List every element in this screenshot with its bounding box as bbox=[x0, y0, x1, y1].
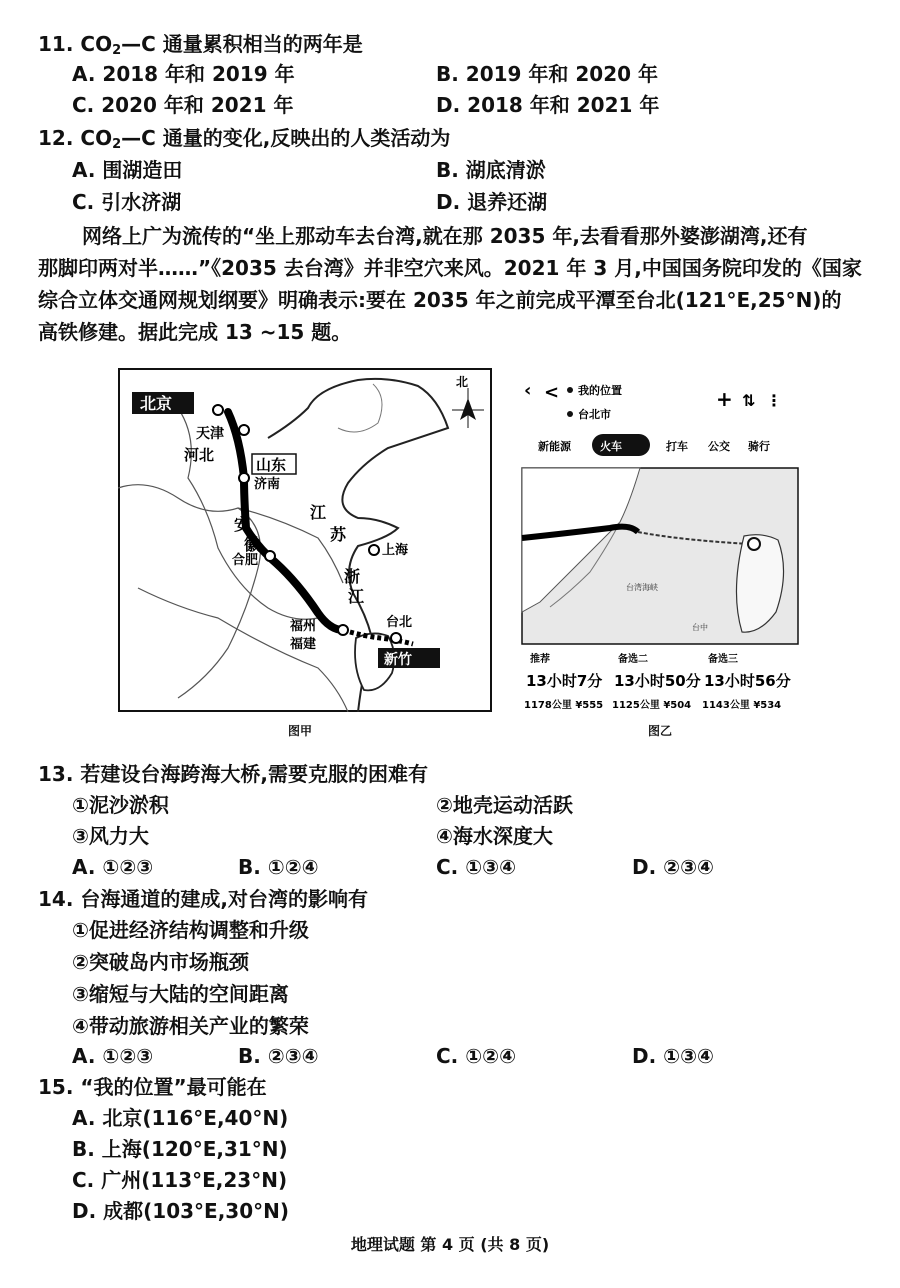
map-label-taizhong: 台中 bbox=[692, 623, 708, 632]
passage-line-1: 网络上广为流传的“坐上那动车去台湾,就在那 2035 年,去看看那外婆澎湖湾,还有 bbox=[82, 224, 808, 248]
page-footer: 地理试题 第 4 页 (共 8 页) bbox=[350, 1235, 550, 1254]
label-su: 苏 bbox=[330, 525, 347, 544]
figure-b-caption: 图乙 bbox=[648, 724, 673, 738]
q15-option-c[interactable]: C. 广州(113°E,23°N) bbox=[72, 1168, 288, 1192]
label-an: 安 bbox=[234, 515, 251, 534]
label-hefei: 合肥 bbox=[232, 553, 259, 568]
label-jiang: 江 bbox=[310, 503, 327, 522]
label-beijing: 北京 bbox=[140, 394, 173, 413]
q15-stem: 15. “我的位置”最可能在 bbox=[38, 1075, 267, 1099]
route-2-name: 备选二 bbox=[618, 654, 648, 665]
passage-line-3: 综合立体交通网规划纲要》明确表示:要在 2035 年之前完成平潭至台北(121°E,25°N)的 bbox=[38, 288, 842, 312]
route-3-info: 1143公里 ¥534 bbox=[702, 700, 782, 711]
q13-item-2: ②地壳运动活跃 bbox=[436, 793, 573, 817]
q15-option-d[interactable]: D. 成都(103°E,30°N) bbox=[72, 1199, 290, 1223]
q12-stem: 12. $CO_2—C$ 通量的变化,反映出的人类活动为 bbox=[38, 126, 451, 152]
label-taibei: 台北 bbox=[386, 615, 413, 630]
figure-b-phone-screenshot bbox=[520, 372, 800, 718]
q13-option-d[interactable]: D. ②③④ bbox=[632, 855, 714, 879]
my-location-label: 我的位置 bbox=[578, 384, 622, 397]
taibei-city-label: 台北市 bbox=[578, 408, 611, 421]
q12-option-d[interactable]: D. 退养还湖 bbox=[436, 190, 548, 214]
q14-item-2: ②突破岛内市场瓶颈 bbox=[72, 950, 249, 974]
route-2-time: 13小时50分 bbox=[614, 672, 701, 690]
label-tianjin: 天津 bbox=[196, 426, 224, 442]
label-fuzhou: 福州 bbox=[290, 619, 317, 634]
q15-option-b[interactable]: B. 上海(120°E,31°N) bbox=[72, 1137, 288, 1161]
q13-option-b[interactable]: B. ①②④ bbox=[238, 855, 319, 879]
q15-option-a[interactable]: A. 北京(116°E,40°N) bbox=[72, 1106, 289, 1130]
q14-option-d[interactable]: D. ①③④ bbox=[632, 1044, 714, 1068]
label-hebei: 河北 bbox=[184, 446, 215, 464]
label-fujian: 福建 bbox=[290, 637, 317, 652]
q14-stem: 14. 台海通道的建成,对台湾的影响有 bbox=[38, 887, 368, 911]
q11-option-b[interactable]: B. 2019 年和 2020 年 bbox=[436, 62, 659, 86]
q13-item-3: ③风力大 bbox=[72, 824, 149, 848]
route-1-time: 13小时7分 bbox=[526, 672, 603, 690]
back-chevron-icon[interactable]: ‹ bbox=[524, 380, 532, 401]
tab-new-energy[interactable]: 新能源 bbox=[538, 440, 571, 453]
figure-a-map bbox=[118, 368, 492, 712]
q14-item-3: ③缩短与大陆的空间距离 bbox=[72, 982, 289, 1006]
route-1-info: 1178公里 ¥555 bbox=[524, 700, 604, 711]
q12-option-b[interactable]: B. 湖底清淤 bbox=[436, 158, 546, 182]
label-zhe: 浙 bbox=[344, 567, 361, 586]
back-arrow-icon[interactable]: < bbox=[544, 382, 560, 403]
route-3-name: 备选三 bbox=[708, 654, 738, 665]
q14-option-b[interactable]: B. ②③④ bbox=[238, 1044, 319, 1068]
q14-option-a[interactable]: A. ①②③ bbox=[72, 1044, 154, 1068]
label-shandong: 山东 bbox=[256, 456, 287, 474]
tab-ride[interactable]: 骑行 bbox=[748, 440, 770, 453]
figure-b-svg bbox=[520, 372, 800, 718]
label-north: 北 bbox=[456, 375, 469, 389]
more-icon[interactable]: ⋮ bbox=[766, 391, 782, 410]
tab-taxi[interactable]: 打车 bbox=[666, 440, 688, 453]
q12-option-a[interactable]: A. 围湖造田 bbox=[72, 158, 183, 182]
q12-option-c[interactable]: C. 引水济湖 bbox=[72, 190, 182, 214]
label-jinan: 济南 bbox=[254, 477, 281, 492]
label-hui: 徽 bbox=[244, 535, 261, 554]
label-shanghai: 上海 bbox=[382, 543, 409, 558]
route-1-name: 推荐 bbox=[530, 654, 550, 665]
passage bbox=[38, 220, 874, 348]
add-waypoint-icon[interactable]: + bbox=[716, 387, 733, 411]
q13-stem: 13. 若建设台海跨海大桥,需要克服的困难有 bbox=[38, 762, 428, 786]
figure-a-caption: 图甲 bbox=[288, 724, 313, 738]
route-2-info: 1125公里 ¥504 bbox=[612, 700, 692, 711]
label-jiang2: 江 bbox=[348, 587, 365, 606]
taibei-marker-icon[interactable] bbox=[748, 538, 760, 550]
q13-item-1: ①泥沙淤积 bbox=[72, 793, 169, 817]
q11-option-d[interactable]: D. 2018 年和 2021 年 bbox=[436, 93, 660, 117]
q11-option-c[interactable]: C. 2020 年和 2021 年 bbox=[72, 93, 294, 117]
q14-option-c[interactable]: C. ①②④ bbox=[436, 1044, 517, 1068]
tab-bus[interactable]: 公交 bbox=[708, 440, 730, 453]
q14-item-4: ④带动旅游相关产业的繁荣 bbox=[72, 1014, 309, 1038]
q11-option-a[interactable]: A. 2018 年和 2019 年 bbox=[72, 62, 295, 86]
passage-line-2: 那脚印两对半……”《2035 去台湾》并非空穴来风。2021 年 3 月,中国国务院印发的《国家 bbox=[38, 256, 862, 280]
figure-a-svg bbox=[118, 368, 492, 712]
route-3-time: 13小时56分 bbox=[704, 672, 791, 690]
q14-item-1: ①促进经济结构调整和升级 bbox=[72, 918, 309, 942]
label-xinzhu: 新竹 bbox=[384, 652, 412, 668]
swap-route-icon[interactable]: ⇅ bbox=[742, 391, 756, 410]
q13-option-a[interactable]: A. ①②③ bbox=[72, 855, 154, 879]
map-label-strait: 台湾海峡 bbox=[626, 583, 658, 592]
q13-item-4: ④海水深度大 bbox=[436, 824, 553, 848]
q11-stem: 11. $CO_2—C$ 通量累积相当的两年是 bbox=[38, 32, 363, 58]
passage-line-4: 高铁修建。据此完成 13 ~15 题。 bbox=[38, 320, 352, 344]
tab-train[interactable]: 火车 bbox=[600, 440, 622, 453]
q13-option-c[interactable]: C. ①③④ bbox=[436, 855, 517, 879]
